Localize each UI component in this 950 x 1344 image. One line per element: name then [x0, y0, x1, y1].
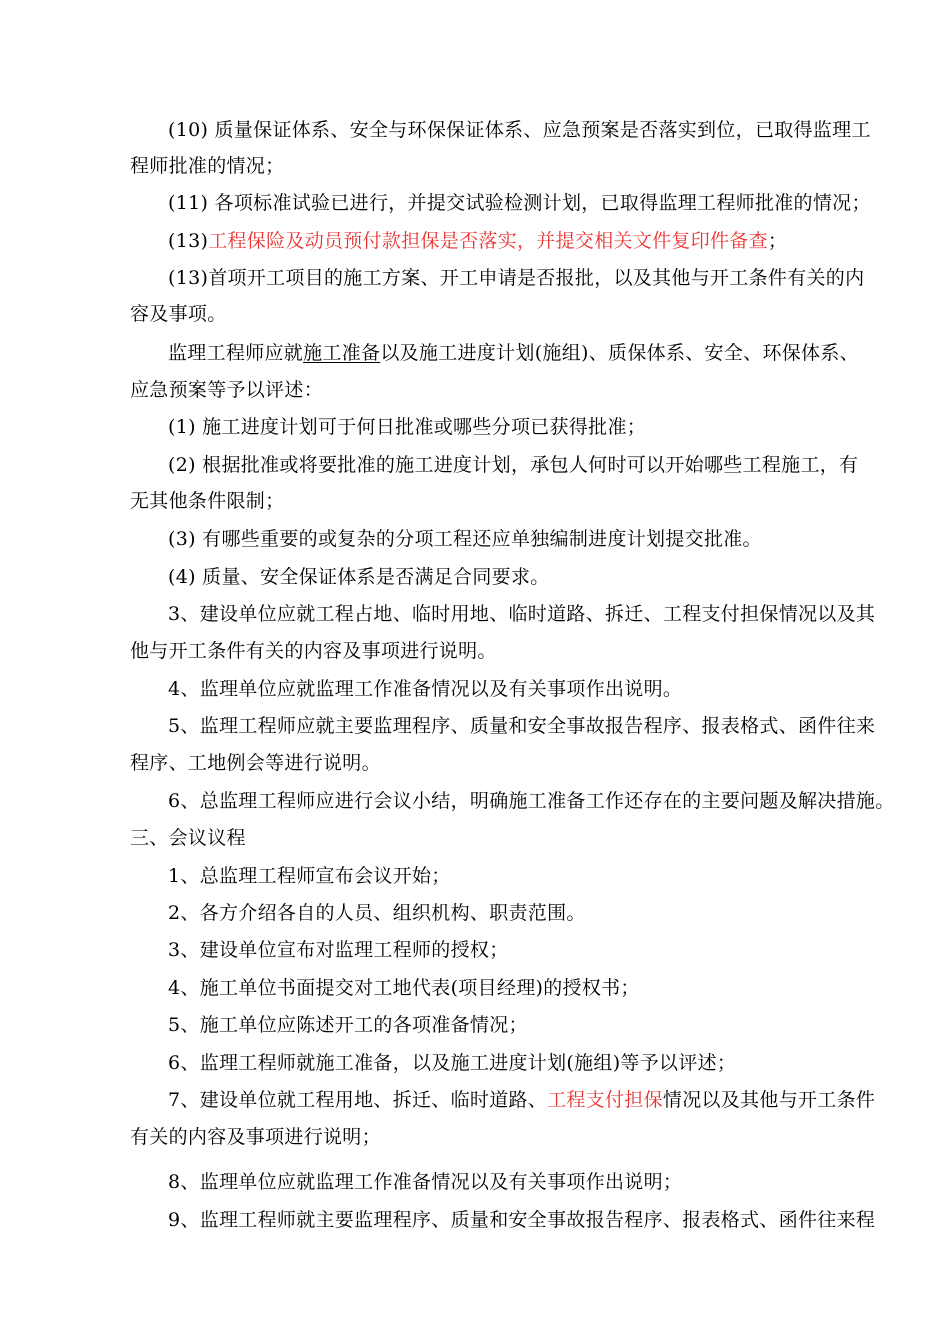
paragraph-line: 容及事项。	[130, 303, 227, 325]
highlighted-text: 工程支付担保	[547, 1089, 663, 1111]
text-run: 7、建设单位就工程用地、拆迁、临时道路、	[168, 1089, 548, 1111]
punctuation: ；	[767, 230, 788, 252]
underlined-text: 施工准备	[303, 342, 381, 364]
paragraph-line: 无其他条件限制；	[130, 490, 285, 512]
text-run: 监理工程师应就	[168, 342, 304, 364]
paragraph-line: 程师批准的情况；	[130, 155, 285, 177]
paragraph-line: (4) 质量、安全保证体系是否满足合同要求。	[168, 566, 550, 588]
item-number: (13)	[168, 230, 209, 252]
paragraph-line: 9、监理工程师就主要监理程序、质量和安全事故报告程序、报表格式、函件往来程	[168, 1209, 876, 1231]
paragraph-line: (2) 根据批准或将要批准的施工进度计划，承包人何时可以开始哪些工程施工，有	[168, 454, 859, 476]
paragraph-line	[168, 229, 787, 253]
paragraph-line: (11) 各项标准试验已进行，并提交试验检测计划，已取得监理工程师批准的情况；	[168, 192, 871, 214]
paragraph-line: (10) 质量保证体系、安全与环保保证体系、应急预案是否落实到位，已取得监理工	[168, 119, 871, 141]
paragraph-line: 4、施工单位书面提交对工地代表(项目经理)的授权书；	[168, 977, 640, 999]
paragraph-line: (1) 施工进度计划可于何日批准或哪些分项已获得批准；	[168, 416, 647, 438]
paragraph-line: (3) 有哪些重要的或复杂的分项工程还应单独编制进度计划提交批准。	[168, 528, 762, 550]
paragraph-line: 他与开工条件有关的内容及事项进行说明。	[130, 640, 497, 662]
paragraph-line: 6、总监理工程师应进行会议小结，明确施工准备工作还存在的主要问题及解决措施。	[168, 790, 895, 812]
paragraph-line: 应急预案等予以评述：	[130, 379, 324, 401]
highlighted-text: 工程保险及动员预付款担保是否落实，并提交相关文件复印件备查	[208, 230, 768, 252]
section-heading: 三、会议议程	[130, 827, 246, 849]
paragraph-line	[168, 341, 859, 365]
text-run: 以及施工进度计划(施组)、质保体系、安全、环保体系、	[380, 342, 859, 364]
paragraph-line: 8、监理单位应就监理工作准备情况以及有关事项作出说明；	[168, 1171, 683, 1193]
paragraph-line	[168, 1088, 875, 1112]
paragraph-line: 5、施工单位应陈述开工的各项准备情况；	[168, 1014, 528, 1036]
text-run: 情况以及其他与开工条件	[662, 1089, 876, 1111]
paragraph-line: 3、建设单位应就工程占地、临时用地、临时道路、拆迁、工程支付担保情况以及其	[168, 603, 876, 625]
paragraph-line: 1、总监理工程师宣布会议开始；	[168, 865, 451, 887]
paragraph-line: 程序、工地例会等进行说明。	[130, 752, 381, 774]
paragraph-line: 4、监理单位应就监理工作准备情况以及有关事项作出说明。	[168, 678, 683, 700]
paragraph-line: 6、监理工程师就施工准备，以及施工进度计划(施组)等予以评述；	[168, 1052, 737, 1074]
paragraph-line: (13)首项开工项目的施工方案、开工申请是否报批，以及其他与开工条件有关的内	[168, 267, 865, 289]
paragraph-line: 2、各方介绍各自的人员、组织机构、职责范围。	[168, 902, 586, 924]
paragraph-line: 3、建设单位宣布对监理工程师的授权；	[168, 939, 509, 961]
paragraph-line: 5、监理工程师应就主要监理程序、质量和安全事故报告程序、报表格式、函件往来	[168, 715, 876, 737]
paragraph-line: 有关的内容及事项进行说明；	[130, 1126, 381, 1148]
